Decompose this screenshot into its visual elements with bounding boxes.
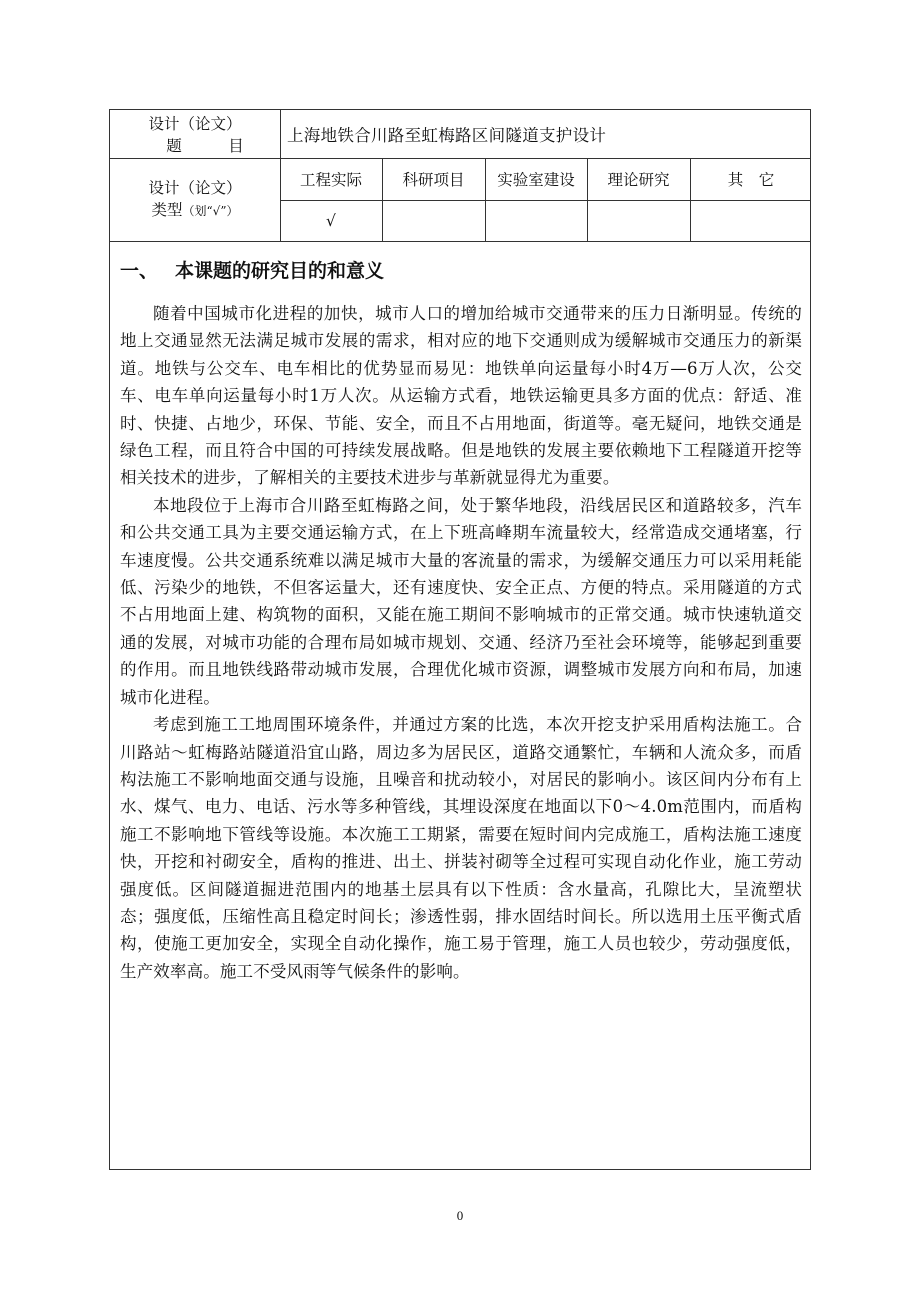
type-mark-engineering[interactable]: √ <box>326 211 336 230</box>
type-label-hint: （划“√”） <box>182 204 239 218</box>
type-label-line2 <box>110 199 280 222</box>
page-number: 0 <box>456 1208 464 1223</box>
type-option-theory: 理论研究 <box>607 171 670 189</box>
type-mark-other[interactable] <box>690 200 812 241</box>
type-option-research: 科研项目 <box>402 171 465 189</box>
paragraph: 随着中国城市化进程的加快，城市人口的增加给城市交通带来的压力日渐明显。传统的地上交通显然无法满足城市发展的需求，相对应的地下交通则成为缓解城市交通压力的新渠道。地铁与公交车、电车相比的优势显而易见：地铁单向运量每小时4万—6万人次，公交车、电车单向运量每小时1万人次。从运输方式看，地铁运输更具多方面的优点：舒适、准时、快捷、占地少，环保、节能、安全，而且不占用地面，街道等。毫无疑问，地铁交通是绿色工程，而且符合中国的可持续发展战略。但是地铁的发展主要依赖地下工程隧道开挖等相关技术的进步，了解相关的主要技术进步与革新就显得尤为重要。 <box>120 304 802 488</box>
type-option-lab: 实验室建设 <box>497 171 575 189</box>
proposal-form <box>109 109 811 1170</box>
title-label-line1: 设计（论文） <box>148 115 242 133</box>
section-title: 本课题的研究目的和意义 <box>175 260 385 282</box>
type-label <box>110 177 280 222</box>
type-label-text: 类型 <box>151 201 183 219</box>
type-mark-research[interactable] <box>382 200 485 241</box>
section-number: 一、 <box>120 260 159 282</box>
thesis-title: 上海地铁合川路至虹梅路区间隧道支护设计 <box>287 126 607 145</box>
title-label-line2: 题 目 <box>166 137 244 155</box>
section-heading <box>120 256 384 283</box>
type-mark-lab[interactable] <box>485 200 587 241</box>
type-option-engineering: 工程实际 <box>299 171 362 189</box>
title-label <box>110 113 280 157</box>
section-body <box>120 300 802 985</box>
paragraph: 本地段位于上海市合川路至虹梅路之间，处于繁华地段，沿线居民区和道路较多，汽车和公共交通工具为主要交通运输方式，在上下班高峰期车流量较大，经常造成交通堵塞，行车速度慢。公共交通系统难以满足城市大量的客流量的需求，为缓解交通压力可以采用耗能低、污染少的地铁，不但客运量大，还有速度快、安全正点、方便的特点。采用隧道的方式不占用地面上建、构筑物的面积，又能在施工期间不影响城市的正常交通。城市快速轨道交通的发展，对城市功能的合理布局如城市规划、交通、经济乃至社会环境等，能够起到重要的作用。而且地铁线路带动城市发展，合理优化城市资源，调整城市发展方向和布局，加速城市化进程。 <box>120 495 802 707</box>
type-mark-theory[interactable] <box>587 200 690 241</box>
paragraph: 考虑到施工工地周围环境条件，并通过方案的比选，本次开挖支护采用盾构法施工。合川路站～虹梅路站隧道沿宜山路，周边多为居民区，道路交通繁忙，车辆和人流众多，而盾构法施工不影响地面交通与设施，且噪音和扰动较小，对居民的影响小。该区间内分布有上水、煤气、电力、电话、污水等多种管线，其埋设深度在地面以下0～4.0m范围内，而盾构施工不影响地下管线等设施。本次施工工期紧，需要在短时间内完成施工，盾构法施工速度快，开挖和衬砌安全，盾构的推进、出土、拼装衬砌等全过程可实现自动化作业，施工劳动强度低。区间隧道掘进范围内的地基土层具有以下性质：含水量高，孔隙比大，呈流塑状态；强度低，压缩性高且稳定时间长；渗透性弱，排水固结时间长。所以选用土压平衡式盾构，使施工更加安全，实现全自动化操作，施工易于管理，施工人员也较少，劳动强度低，生产效率高。施工不受风雨等气候条件的影响。 <box>120 715 802 981</box>
row-divider <box>110 241 810 242</box>
type-label-line1: 设计（论文） <box>148 179 242 197</box>
type-option-other: 其 它 <box>727 171 775 189</box>
